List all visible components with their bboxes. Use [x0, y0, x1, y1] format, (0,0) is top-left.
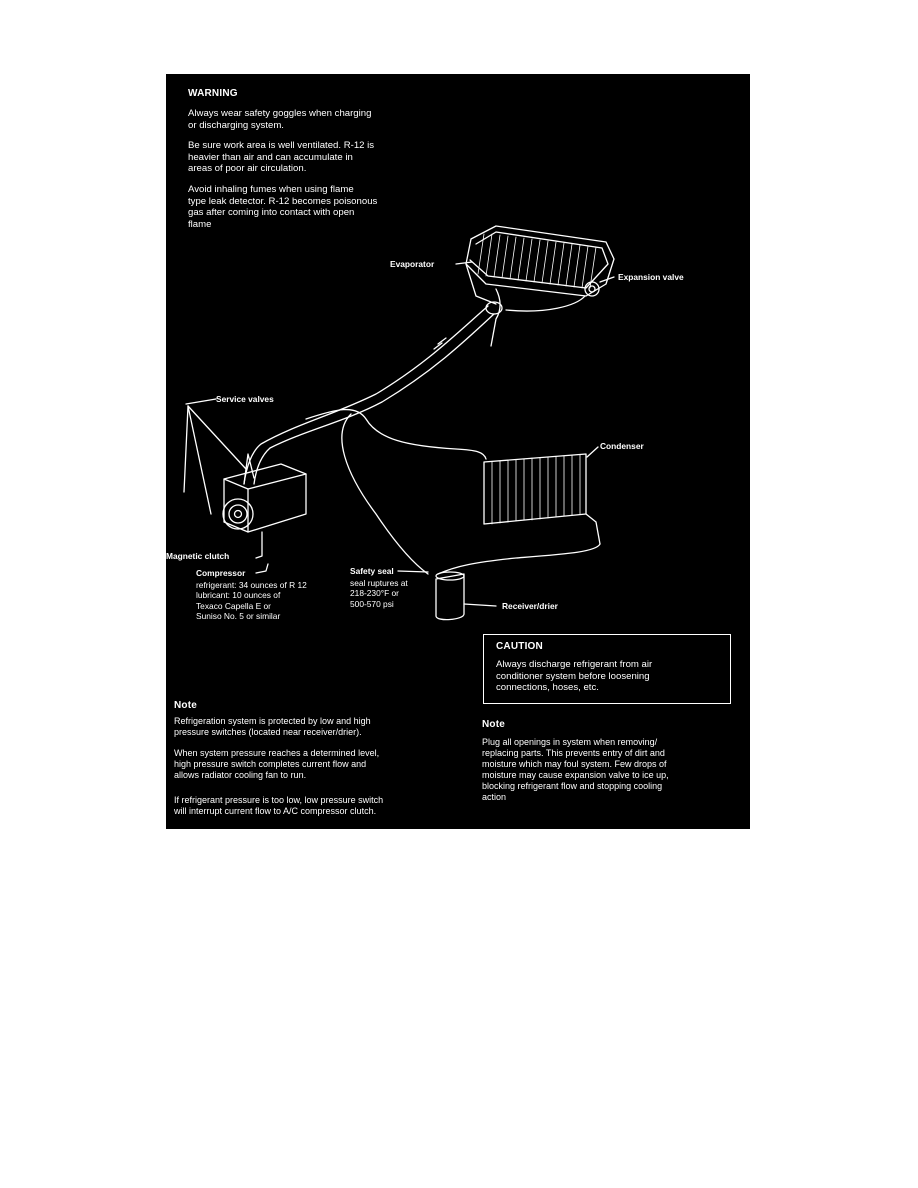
compressor [223, 454, 306, 532]
label-expansion-valve: Expansion valve [618, 272, 684, 282]
expansion-valve [506, 282, 599, 311]
label-evaporator: Evaporator [390, 259, 435, 269]
condenser [484, 454, 600, 544]
label-safety-seal: Safety seal [350, 566, 394, 576]
note-left-paragraph-2: When system pressure reaches a determined level, high pressure switch completes current flow and allows radiator cooling fan to run. [174, 748, 380, 780]
note-left-title: Note [174, 700, 198, 711]
label-condenser: Condenser [600, 441, 644, 451]
warning-paragraph-1: Always wear safety goggles when charging or discharging system. [188, 108, 372, 131]
label-compressor: Compressor [196, 568, 246, 578]
compressor-details: refrigerant: 34 ounces of R 12 lubricant: 10 ounces of Texaco Capella E or Suniso No. 5 or similar [196, 580, 307, 622]
warning-paragraph-3: Avoid inhaling fumes when using flame type leak detector. R-12 becomes poisonous gas after coming into contact with open flame [188, 184, 378, 230]
warning-paragraph-2: Be sure work area is well ventilated. R-12 is heavier than air and can accumulate in areas of poor air circulation. [188, 140, 375, 175]
note-left-paragraph-1: Refrigeration system is protected by low and high pressure switches (located near receiver/drier). [174, 716, 371, 737]
note-left-paragraph-3: If refrigerant pressure is too low, low pressure switch will interrupt current flow to A/C compressor clutch. [174, 795, 384, 816]
receiver-drier [436, 572, 496, 620]
note-right-title: Note [482, 719, 506, 730]
warning-title: WARNING [188, 88, 238, 99]
label-service-valves: Service valves [216, 394, 274, 404]
caution-box [483, 634, 731, 704]
label-magnetic-clutch: Magnetic clutch [166, 551, 230, 561]
safety-seal-details: seal ruptures at 218-230°F or 500-570 psi [350, 578, 408, 609]
caution-title: CAUTION [496, 641, 543, 652]
diagram-panel [166, 74, 750, 829]
caution-text: Always discharge refrigerant from air conditioner system before loosening connections, hoses, etc. [496, 659, 653, 694]
label-receiver-drier: Receiver/drier [502, 601, 558, 611]
note-right-text: Plug all openings in system when removing/ replacing parts. This prevents entry of dirt and moisture which may foul system. Few drops of moisture may cause expansion valve to ice up, blocking refrigerant flow and stopping cooling action [482, 737, 669, 802]
